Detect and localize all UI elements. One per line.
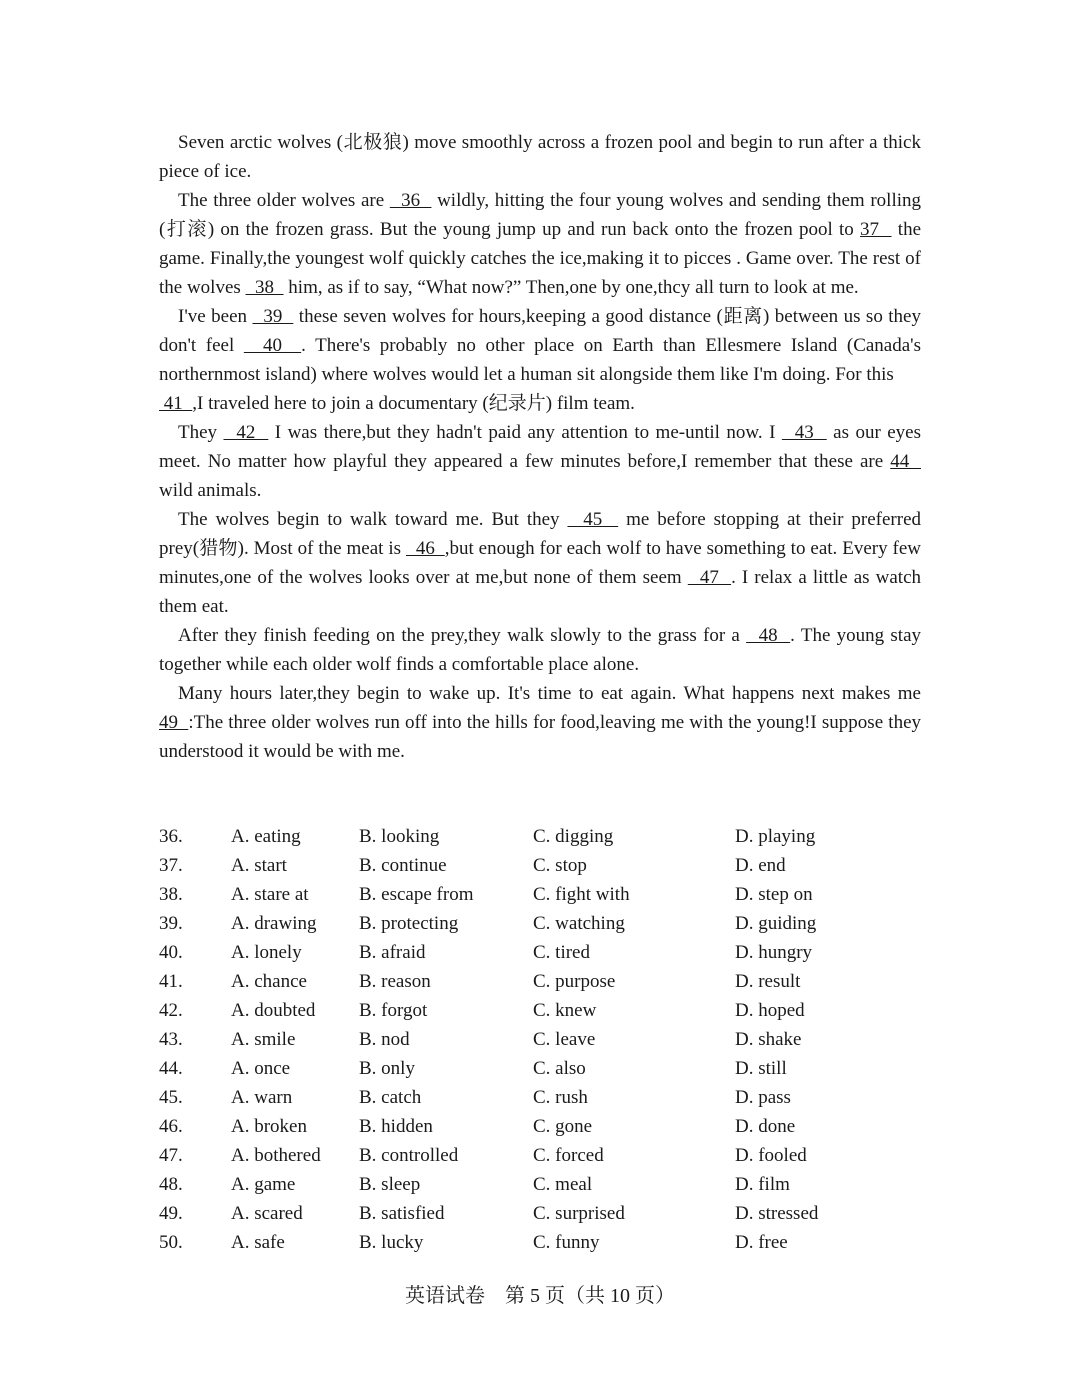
option-a: A. stare at [231,884,309,905]
option-b: B. protecting [359,913,459,934]
question-number: 46. [159,1116,183,1137]
question-number: 45. [159,1087,183,1108]
question-number: 49. [159,1203,183,1224]
question-number: 43. [159,1029,183,1050]
paragraph-6: The wolves begin to walk toward me. But they 45 me before stopping at their preferred prey(猎物). Most of the meat is 46 ,but enough for each wolf to have something to eat. Every few minutes,one of the wolves looks over at me,but none of them seem 47 . I relax a little as watch them eat. [159,509,922,617]
option-d: D. hoped [735,1000,805,1021]
option-d: D. playing [735,826,816,847]
question-row [159,996,859,1025]
option-c: C. rush [533,1087,588,1108]
question-number: 39. [159,913,183,934]
option-b: B. nod [359,1029,410,1050]
option-c: C. leave [533,1029,596,1050]
question-row [159,909,859,938]
question-row [159,1141,859,1170]
option-d: D. end [735,855,786,876]
option-b: B. looking [359,826,440,847]
option-b: B. escape from [359,884,474,905]
question-number: 44. [159,1058,183,1079]
blank-42: 42 [223,422,269,443]
paragraph-4: 41 ,I traveled here to join a documentary (纪录片) film team. [159,393,635,414]
option-d: D. fooled [735,1145,807,1166]
option-a: A. bothered [231,1145,321,1166]
paragraph-5: They 42 I was there,but they hadn't paid any attention to me-until now. I 43 as our eyes meet. No matter how playful they appeared a few minutes before,I remember that these are 44 wild animals. [159,422,922,501]
blank-36: 36 [389,190,432,211]
option-b: B. reason [359,971,431,992]
option-d: D. pass [735,1087,791,1108]
paragraph-2: The three older wolves are 36 wildly, hitting the four young wolves and sending them rolling (打滚) on the frozen grass. But the young jump up and run back onto the frozen pool to 37 the game. Finally,the youngest wolf quickly catches the ice,making it to picces . Game over. The rest of the wolves 38 him, as if to say, “What now?” Then,one by one,thcy all turn to look at me. [159,190,922,298]
question-number: 42. [159,1000,183,1021]
blank-39: 39 [252,306,294,327]
option-b: B. catch [359,1087,422,1108]
option-c: C. fight with [533,884,630,905]
option-c: C. purpose [533,971,616,992]
option-a: A. start [231,855,287,876]
option-a: A. drawing [231,913,317,934]
blank-45: 45 [567,509,619,530]
option-d: D. done [735,1116,796,1137]
question-number: 40. [159,942,183,963]
blank-41: 41 [159,393,193,414]
option-b: B. lucky [359,1232,424,1253]
option-b: B. sleep [359,1174,421,1195]
question-number: 41. [159,971,183,992]
option-b: B. controlled [359,1145,459,1166]
option-a: A. warn [231,1087,293,1108]
option-c: C. knew [533,1000,597,1021]
option-a: A. once [231,1058,291,1079]
option-c: C. meal [533,1174,593,1195]
paragraph-3: I've been 39 these seven wolves for hours,keeping a good distance (距离) between us so they don't feel 40 . There's probably no other place on Earth than Ellesmere Island (Canada's northernmost island) where wolves would let a human sit alongside them like I'm doing. For this [159,306,921,385]
question-row [159,938,859,967]
blank-44: 44 [890,451,921,472]
option-b: B. forgot [359,1000,428,1021]
question-row [159,1025,859,1054]
blank-47: 47 [687,567,732,588]
answer-options [159,822,859,1257]
option-d: D. still [735,1058,787,1079]
option-c: C. surprised [533,1203,625,1224]
option-a: A. safe [231,1232,285,1253]
option-d: D. guiding [735,913,817,934]
blank-40: 40 [243,335,302,356]
page-footer: 英语试卷 第 5 页（共 10 页） [405,1285,675,1307]
option-c: C. forced [533,1145,604,1166]
option-d: D. result [735,971,801,992]
option-d: D. free [735,1232,788,1253]
question-row [159,1199,859,1228]
question-number: 47. [159,1145,183,1166]
option-c: C. digging [533,826,614,847]
option-c: C. tired [533,942,590,963]
option-d: D. hungry [735,942,813,963]
question-row [159,967,859,996]
option-c: C. also [533,1058,586,1079]
option-d: D. stressed [735,1203,819,1224]
question-row [159,1170,859,1199]
question-number: 38. [159,884,183,905]
option-b: B. only [359,1058,415,1079]
blank-43: 43 [781,422,827,443]
paragraph-8: Many hours later,they begin to wake up. It's time to eat again. What happens next makes me 49 :The three older wolves run off into the hills for food,leaving me with the young!I suppose they understood it would be with me. [159,683,921,762]
option-a: A. doubted [231,1000,316,1021]
question-number: 48. [159,1174,183,1195]
option-a: A. eating [231,826,301,847]
option-c: C. gone [533,1116,593,1137]
blank-38: 38 [245,277,284,298]
paragraph-7: After they finish feeding on the prey,they walk slowly to the grass for a 48 . The young stay together while each older wolf finds a comfortable place alone. [159,625,922,675]
question-row [159,822,859,851]
blank-48: 48 [746,625,791,646]
question-row [159,851,859,880]
option-b: B. afraid [359,942,426,963]
option-a: A. scared [231,1203,303,1224]
blank-37: 37 [860,219,892,240]
option-d: D. film [735,1174,790,1195]
question-row [159,1083,859,1112]
option-b: B. satisfied [359,1203,445,1224]
option-a: A. broken [231,1116,307,1137]
question-number: 36. [159,826,183,847]
question-number: 37. [159,855,183,876]
option-a: A. chance [231,971,307,992]
option-c: C. stop [533,855,587,876]
question-number: 50. [159,1232,183,1253]
paragraph-1: Seven arctic wolves (北极狼) move smoothly across a frozen pool and begin to run after a thick piece of ice. [159,132,921,182]
cloze-passage [159,128,921,766]
option-d: D. shake [735,1029,802,1050]
question-row [159,880,859,909]
option-a: A. game [231,1174,296,1195]
option-a: A. lonely [231,942,302,963]
question-row [159,1112,859,1141]
option-d: D. step on [735,884,813,905]
option-b: B. hidden [359,1116,433,1137]
blank-49: 49 [159,712,189,733]
option-c: C. watching [533,913,625,934]
question-row [159,1228,859,1257]
option-b: B. continue [359,855,447,876]
option-a: A. smile [231,1029,296,1050]
blank-46: 46 [405,538,445,559]
question-row [159,1054,859,1083]
option-c: C. funny [533,1232,600,1253]
